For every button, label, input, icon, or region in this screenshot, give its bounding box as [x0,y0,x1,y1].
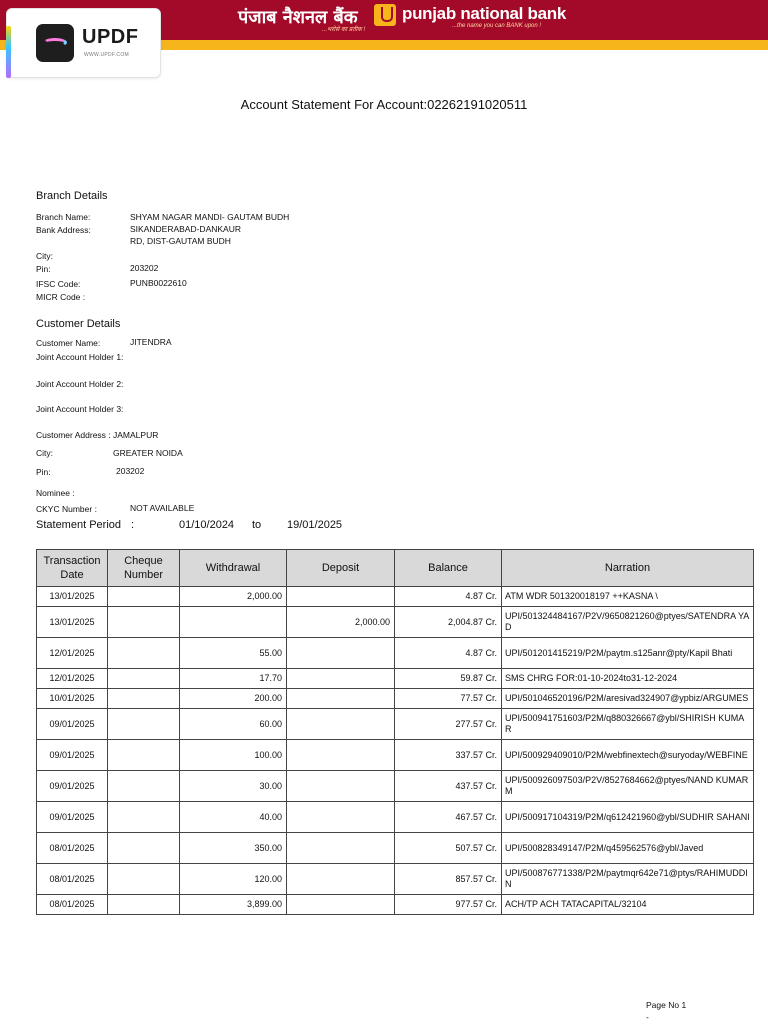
col-header-narration: Narration [502,550,754,587]
txn-narration-cell: UPI/501046520196/P2M/aresivad324907@ypbiz/ARGUMES [502,689,754,709]
bank-address-line1: SIKANDERABAD-DANKAUR [130,224,241,234]
updf-gradient-bar [6,26,11,78]
txn-deposit-cell [287,864,395,895]
txn-withdrawal-cell: 55.00 [180,638,287,669]
txn-cheque-cell [108,895,180,915]
txn-narration-cell: UPI/500941751603/P2M/q880326667@ybl/SHIRISH KUMAR [502,709,754,740]
txn-narration-cell: UPI/500876771338/P2M/paytmqr642e71@ptys/RAHIMUDDIN [502,864,754,895]
txn-narration-cell: SMS CHRG FOR:01-10-2024to31-12-2024 [502,669,754,689]
txn-date-cell: 08/01/2025 [37,895,108,915]
statement-period-from: 01/10/2024 [179,519,235,531]
txn-date-cell: 09/01/2025 [37,771,108,802]
table-row [37,833,754,864]
txn-cheque-cell [108,771,180,802]
statement-period-to-label: to [252,519,262,531]
txn-withdrawal-cell: 100.00 [180,740,287,771]
table-row [37,771,754,802]
table-row [37,638,754,669]
bank-address-label: Bank Address: [36,225,91,235]
nominee-label: Nominee : [36,488,75,498]
txn-withdrawal-cell [180,607,287,638]
txn-cheque-cell [108,709,180,740]
txn-cheque-cell [108,740,180,771]
txn-deposit-cell [287,802,395,833]
txn-cheque-cell [108,669,180,689]
txn-date-cell: 08/01/2025 [37,833,108,864]
customer-details-heading: Customer Details [36,318,121,330]
txn-deposit-cell: 2,000.00 [287,607,395,638]
txn-withdrawal-cell: 60.00 [180,709,287,740]
txn-withdrawal-cell: 200.00 [180,689,287,709]
transactions-table [36,549,754,915]
txn-deposit-cell [287,709,395,740]
statement-period-to: 19/01/2025 [287,519,343,531]
txn-deposit-cell [287,689,395,709]
txn-cheque-cell [108,607,180,638]
table-row [37,587,754,607]
txn-withdrawal-cell: 120.00 [180,864,287,895]
ckyc-value: NOT AVAILABLE [130,503,195,513]
customer-city-label: City: [36,448,53,458]
txn-balance-cell: 77.57 Cr. [395,689,502,709]
statement-period-label: Statement Period [36,519,121,531]
micr-label: MICR Code : [36,292,86,302]
txn-balance-cell: 4.87 Cr. [395,638,502,669]
txn-withdrawal-cell: 2,000.00 [180,587,287,607]
txn-date-cell: 13/01/2025 [37,587,108,607]
txn-date-cell: 09/01/2025 [37,740,108,771]
txn-balance-cell: 857.57 Cr. [395,864,502,895]
txn-date-cell: 13/01/2025 [37,607,108,638]
pnb-logo-icon [374,4,396,26]
txn-balance-cell: 437.57 Cr. [395,771,502,802]
table-header-row [37,550,754,587]
branch-name-value: SHYAM NAGAR MANDI- GAUTAM BUDH [130,212,290,222]
bank-tagline-english: ...the name you can BANK upon ! [452,23,542,29]
txn-cheque-cell [108,638,180,669]
joint-holder-1-label: Joint Account Holder 1: [36,352,124,362]
txn-narration-cell: UPI/500828349147/P2M/q459562576@ybl/Javed [502,833,754,864]
txn-date-cell: 12/01/2025 [37,638,108,669]
updf-url: WWW.UPDF.COM [84,52,129,58]
txn-deposit-cell [287,669,395,689]
txn-deposit-cell [287,638,395,669]
statement-title: Account Statement For Account:02262191020511 [240,97,528,112]
branch-city-label: City: [36,251,53,261]
txn-balance-cell: 59.87 Cr. [395,669,502,689]
bank-address-line2: RD, DIST-GAUTAM BUDH [130,236,231,246]
col-header-cheque-number: Cheque Number [108,550,180,587]
txn-narration-cell: UPI/501324484167/P2V/9650821260@ptyes/SATENDRA YAD [502,607,754,638]
table-row [37,709,754,740]
customer-pin-value: 203202 [116,466,145,476]
table-row [37,740,754,771]
col-header-deposit: Deposit [287,550,395,587]
txn-date-cell: 10/01/2025 [37,689,108,709]
table-row [37,864,754,895]
customer-city-value: GREATER NOIDA [113,448,183,458]
branch-pin-value: 203202 [130,263,159,273]
txn-narration-cell: ACH/TP ACH TATACAPITAL/32104 [502,895,754,915]
page-dash: - [646,1012,649,1022]
txn-cheque-cell [108,833,180,864]
txn-balance-cell: 277.57 Cr. [395,709,502,740]
bank-name-hindi: पंजाब नैशनल बैंक [238,7,358,28]
page-number: Page No 1 [646,1000,687,1010]
branch-pin-label: Pin: [36,264,51,274]
txn-narration-cell: UPI/500926097503/P2V/8527684662@ptyes/NAND KUMAR M [502,771,754,802]
txn-withdrawal-cell: 30.00 [180,771,287,802]
col-header-withdrawal: Withdrawal [180,550,287,587]
branch-name-label: Branch Name: [36,212,91,222]
branch-details-heading: Branch Details [36,190,108,202]
table-row [37,669,754,689]
txn-deposit-cell [287,587,395,607]
joint-holder-2-label: Joint Account Holder 2: [36,379,124,389]
table-row [37,607,754,638]
txn-balance-cell: 4.87 Cr. [395,587,502,607]
table-row [37,689,754,709]
txn-date-cell: 12/01/2025 [37,669,108,689]
joint-holder-3-label: Joint Account Holder 3: [36,404,124,414]
txn-cheque-cell [108,864,180,895]
ifsc-label: IFSC Code: [36,279,81,289]
updf-logo-text: UPDF [82,26,139,48]
txn-deposit-cell [287,740,395,771]
statement-period-colon: : [131,519,135,531]
ifsc-value: PUNB0022610 [130,278,187,288]
txn-withdrawal-cell: 3,899.00 [180,895,287,915]
customer-address-label: Customer Address : JAMALPUR [36,430,159,440]
txn-narration-cell: ATM WDR 501320018197 ++KASNA \ [502,587,754,607]
table-row [37,895,754,915]
customer-name-value: JITENDRA [130,337,172,347]
txn-date-cell: 08/01/2025 [37,864,108,895]
table-row [37,802,754,833]
txn-withdrawal-cell: 17.70 [180,669,287,689]
txn-date-cell: 09/01/2025 [37,709,108,740]
txn-balance-cell: 2,004.87 Cr. [395,607,502,638]
customer-name-label: Customer Name: [36,338,101,348]
col-header-balance: Balance [395,550,502,587]
txn-cheque-cell [108,802,180,833]
txn-balance-cell: 337.57 Cr. [395,740,502,771]
txn-withdrawal-cell: 40.00 [180,802,287,833]
txn-narration-cell: UPI/500929409010/P2M/webfinextech@suryoday/WEBFINE [502,740,754,771]
txn-cheque-cell [108,587,180,607]
bank-tagline-hindi: ...भरोसे का प्रतीक ! [322,27,366,33]
txn-balance-cell: 507.57 Cr. [395,833,502,864]
txn-cheque-cell [108,689,180,709]
txn-balance-cell: 467.57 Cr. [395,802,502,833]
txn-deposit-cell [287,771,395,802]
txn-withdrawal-cell: 350.00 [180,833,287,864]
txn-balance-cell: 977.57 Cr. [395,895,502,915]
col-header-transaction-date: Transaction Date [37,550,108,587]
txn-deposit-cell [287,895,395,915]
txn-deposit-cell [287,833,395,864]
txn-narration-cell: UPI/501201415219/P2M/paytm.s125anr@pty/Kapil Bhati [502,638,754,669]
bank-name-english: punjab national bank [402,4,567,23]
customer-pin-label: Pin: [36,467,51,477]
txn-date-cell: 09/01/2025 [37,802,108,833]
txn-narration-cell: UPI/500917104319/P2M/q612421960@ybl/SUDHIR SAHANI [502,802,754,833]
updf-logo-icon [36,24,74,62]
ckyc-label: CKYC Number : [36,504,97,514]
